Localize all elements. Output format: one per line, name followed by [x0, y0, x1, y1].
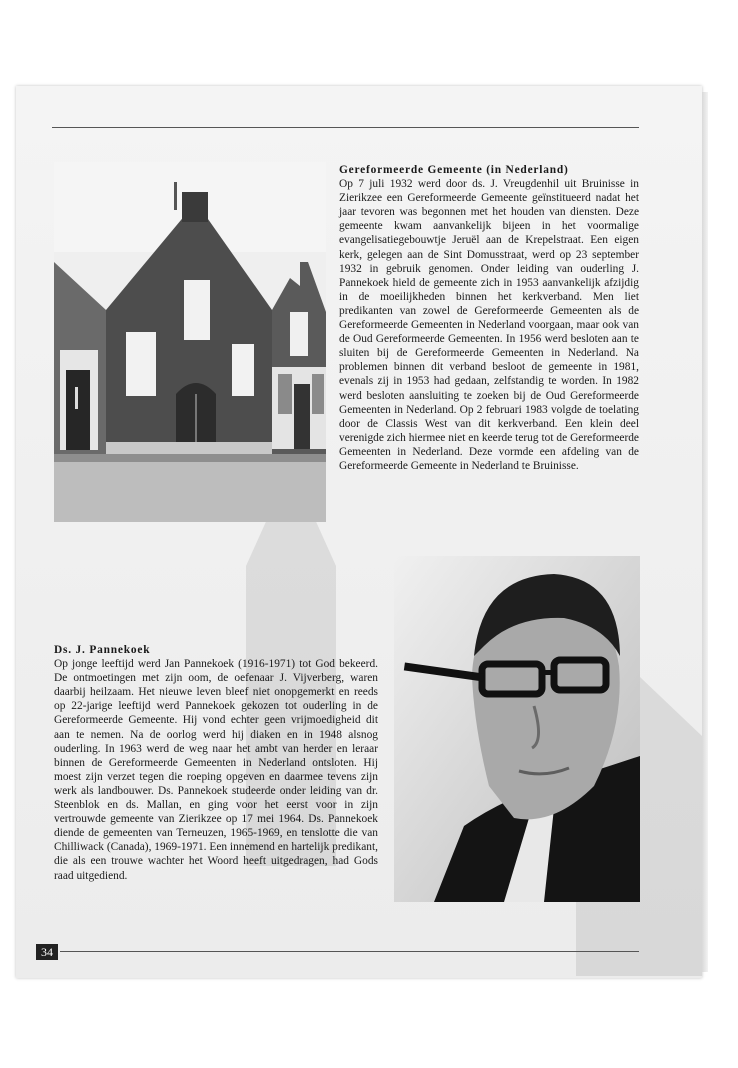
section-church-history	[339, 163, 639, 473]
section-church-history-body: Op 7 juli 1932 werd door ds. J. Vreugdenhil uit Bruinisse in Zierikzee een Gereformeerde Gemeente geïnstitueerd nadat het jaar tevoren was begonnen met het houden van diensten. Deze gemeente kwam aanvankelijk bijeen in het voormalige evangelisatiegebouwtje Jeruël aan de Krepelstraat. Een eigen kerk, gelegen aan de Sint Domusstraat, werd op 23 september 1932 in gebruik genomen. Onder leiding van ouderling J. Pannekoek hield de gemeente zich in 1953 aanvankelijk afzijdig in de moeilijkheden binnen het kerkverband. Men liet predikanten van zowel de Gereformeerde Gemeenten als de Gereformeerde Gemeenten in Nederland voorgaan, maar ook van de Oud Gereformeerde Gemeenten. In 1956 werd besloten aan te sluiten bij de Gereformeerde Gemeenten in Nederland. Na problemen binnen dit verband besloot de gemeente in 1981, evenals zij in 1953 had gedaan, zelfstandig te worden. In 1982 werd besloten aansluiting te zoeken bij de Oud Gereformeerde Gemeenten in Nederland. Op 2 februari 1983 volgde de toelating door de Classis West van dit kerkverband. Een klein deel verenigde zich hiermee niet en keerde terug tot de Gereformeerde Gemeenten in Nederland. Deze vormde een afdeling van de Gereformeerde Gemeente in Nederland te Bruinisse.	[339, 178, 639, 472]
bottom-rule	[60, 951, 639, 952]
section-pannekoek-body: Op jonge leeftijd werd Jan Pannekoek (1916-1971) tot God bekeerd. De ontmoetingen met zijn oom, de oefenaar J. Vijverberg, waren daarbij heilzaam. Het nieuwe leven bleef niet onopgemerkt en reeds op 22-jarige leeftijd werd Pannekoek gekozen tot ouderling in de Gereformeerde Gemeente. Hij vond echter geen vrijmoedigheid dit aan te nemen. Na de oorlog werd hij diaken en in 1948 alsnog ouderling. In 1963 werd de weg naar het ambt van herder en leraar binnen de Gereformeerde Gemeenten in Nederland ontsloten. Hij moest zijn verzet tegen die roeping opgeven en daarmee tevens zijn werk als landbouwer. Ds. Pannekoek studeerde onder leiding van dr. Steenblok en ds. Mallan, en ging voor het eerst voor in zijn vertrouwde gemeente van Zierikzee op 17 mei 1964. Ds. Pannekoek diende de gemeenten van Terneuzen, 1965-1969, en tenslotte die van Chilliwack (Canada), 1969-1971. Een innemend en hartelijk predikant, die als een trouwe wachter het Woord heeft uitgedragen, had Gods raad uitgediend.	[54, 658, 378, 882]
section-pannekoek-bio	[54, 643, 378, 883]
church-building-photo	[54, 162, 326, 522]
page-edge	[702, 92, 708, 972]
portrait-photo	[394, 556, 640, 902]
page-number: 34	[36, 944, 58, 960]
top-rule	[52, 127, 639, 128]
section-church-history-heading: Gereformeerde Gemeente (in Nederland)	[339, 164, 569, 176]
section-pannekoek-heading: Ds. J. Pannekoek	[54, 644, 151, 656]
